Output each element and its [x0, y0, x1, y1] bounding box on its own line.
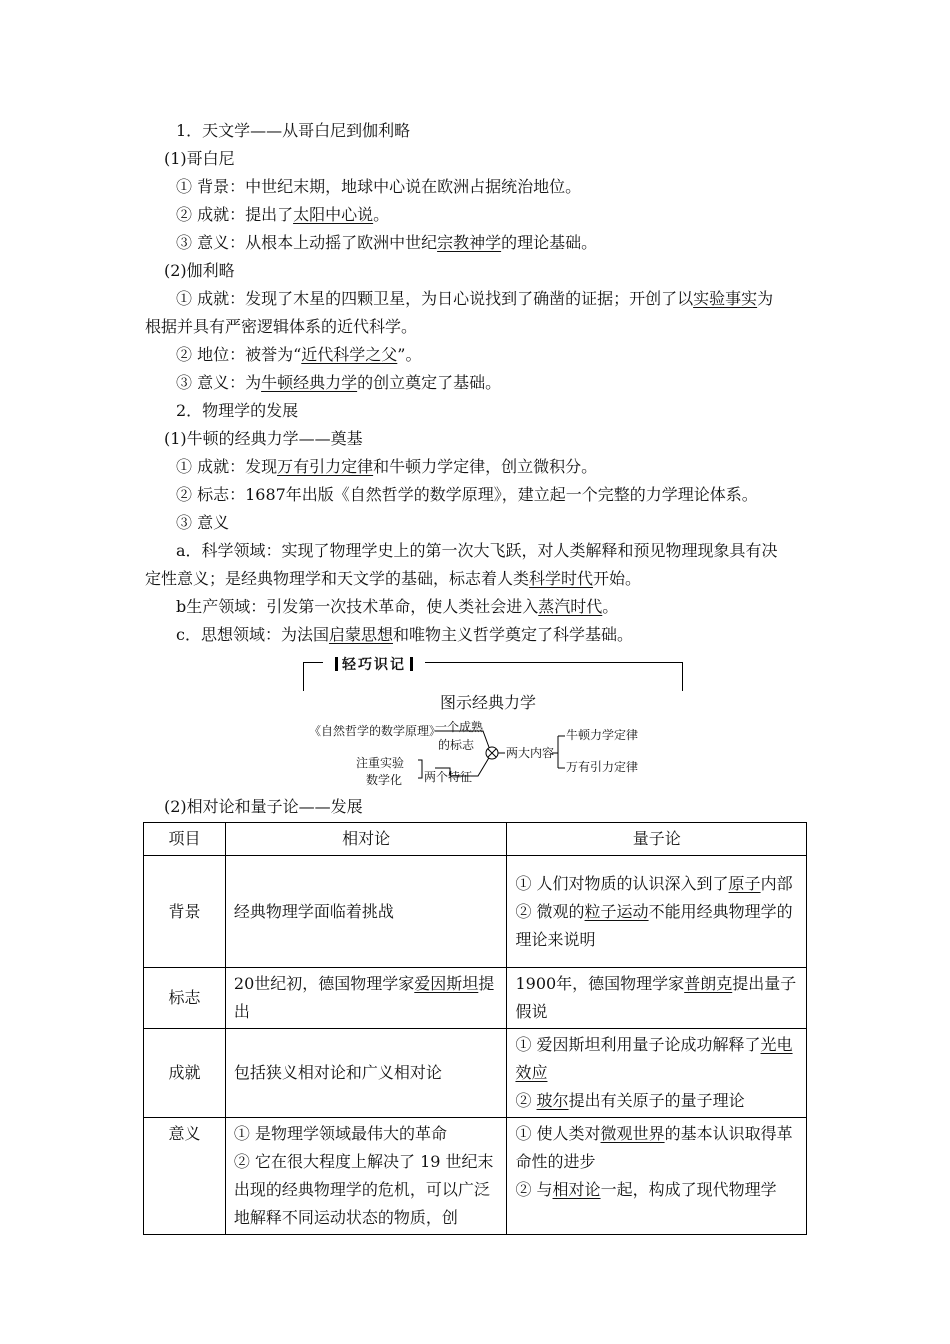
diagram-law-gravity: 万有引力定律 — [566, 760, 639, 774]
quantum-cell: 1900年，德国物理学家普朗克提出量子假说 — [507, 968, 807, 1029]
subheading-galileo: (2)伽利略 — [164, 261, 235, 280]
diagram-title: 图示经典力学 — [440, 693, 537, 712]
underlined-answer: 相对论 — [552, 1180, 601, 1199]
header-quantum: 量子论 — [507, 823, 807, 856]
galileo-status: ② 地位：被誉为“近代科学之父”。 — [176, 345, 422, 364]
subheading-relativity-quantum: (2)相对论和量子论——发展 — [164, 797, 363, 816]
underlined-answer: 宗教神学 — [437, 233, 502, 252]
underlined-answer: 近代科学之父 — [301, 345, 398, 364]
quantum-cell: ① 人们对物质的认识深入到了原子内部 ② 微观的粒子运动不能用经典物理学的理论来说明 — [507, 856, 807, 968]
row-label: 背景 — [144, 856, 226, 968]
diagram-feature-2: 数学化 — [366, 773, 403, 787]
quantum-cell: ① 爱因斯坦利用量子论成功解释了光电效应 ② 玻尔提出有关原子的量子理论 — [507, 1029, 807, 1118]
newton-science-field: a．科学领域：实现了物理学史上的第一次大飞跃，对人类解释和预见物理现象具有决 — [176, 541, 778, 560]
table-row — [144, 1029, 807, 1118]
diagram-book: 《自然哲学的数学原理》 — [309, 724, 442, 738]
diagram-features: 两个特征 — [424, 770, 473, 784]
underlined-answer: 实验事实 — [693, 289, 758, 308]
copernicus-significance: ③ 意义：从根本上动摇了欧洲中世纪宗教神学的理论基础。 — [176, 233, 598, 252]
copernicus-achievement: ② 成就：提出了太阳中心说。 — [176, 205, 390, 224]
relativity-cell: 经典物理学面临着挑战 — [225, 856, 507, 968]
newton-significance-heading: ③ 意义 — [176, 513, 230, 532]
row-label: 标志 — [144, 968, 226, 1029]
memory-callout — [303, 656, 683, 686]
galileo-achievement: ① 成就：发现了木星的四颗卫星，为日心说找到了确凿的证据；开创了以实验事实为 — [176, 289, 774, 308]
diagram-mark-line1: 一个成熟 — [435, 720, 484, 734]
underlined-answer: 普朗克 — [684, 974, 733, 993]
underlined-answer: 原子 — [728, 873, 761, 893]
table-row — [144, 1118, 807, 1235]
galileo-achievement-continued: 根据并具有严密逻辑体系的近代科学。 — [145, 317, 418, 336]
underlined-answer: 爱因斯坦 — [414, 974, 479, 993]
diagram-feature-1: 注重实验 — [356, 756, 405, 770]
table-header-row — [144, 823, 807, 856]
row-label: 意义 — [144, 1118, 226, 1235]
relativity-cell: 包括狭义相对论和广义相对论 — [225, 1029, 507, 1118]
underlined-answer: 启蒙思想 — [328, 625, 393, 644]
underlined-answer: 蒸汽时代 — [538, 597, 603, 616]
newton-thought-field: c．思想领域：为法国启蒙思想和唯物主义哲学奠定了科学基础。 — [176, 625, 633, 644]
classical-mechanics-diagram — [300, 716, 650, 788]
table-row — [144, 968, 807, 1029]
subheading-copernicus: (1)哥白尼 — [164, 149, 235, 168]
quantum-cell: ① 使人类对微观世界的基本认识取得革命性的进步 ② 与相对论一起，构成了现代物理学 — [507, 1118, 807, 1235]
callout-tag: 轻巧识记 — [323, 654, 425, 674]
diagram-mark-line2: 的标志 — [438, 738, 475, 752]
underlined-answer: 太阳中心说 — [293, 205, 374, 224]
underlined-answer: 科学时代 — [529, 569, 594, 588]
underlined-answer: 光电效应 — [515, 1035, 793, 1082]
underlined-answer: 微观世界 — [600, 1124, 665, 1143]
diagram-content: 两大内容 — [506, 746, 555, 760]
galileo-significance: ③ 意义：为牛顿经典力学的创立奠定了基础。 — [176, 373, 502, 392]
section-heading-astronomy: 1．天文学——从哥白尼到伽利略 — [176, 121, 411, 140]
newton-achievement: ① 成就：发现万有引力定律和牛顿力学定律，创立微积分。 — [176, 457, 598, 476]
row-label: 成就 — [144, 1029, 226, 1118]
newton-mark: ② 标志：1687年出版《自然哲学的数学原理》，建立起一个完整的力学理论体系。 — [176, 485, 758, 504]
header-item: 项目 — [144, 823, 226, 856]
header-relativity: 相对论 — [225, 823, 507, 856]
section-heading-physics: 2．物理学的发展 — [176, 401, 299, 420]
underlined-answer: 粒子运动 — [584, 901, 649, 921]
diagram-law-newton: 牛顿力学定律 — [566, 728, 639, 742]
subheading-newton: (1)牛顿的经典力学——奠基 — [164, 429, 363, 448]
underlined-answer: 万有引力定律 — [277, 457, 374, 476]
copernicus-background: ① 背景：中世纪末期，地球中心说在欧洲占据统治地位。 — [176, 177, 582, 196]
newton-production-field: b生产领域：引发第一次技术革命，使人类社会进入蒸汽时代。 — [176, 597, 619, 616]
comparison-table — [143, 822, 807, 1235]
relativity-cell: ① 是物理学领域最伟大的革命 ② 它在很大程度上解决了 19 世纪末出现的经典物理学的危机，可以广泛地解释不同运动状态的物质，创 — [225, 1118, 507, 1235]
underlined-answer: 牛顿经典力学 — [261, 373, 358, 392]
underlined-answer: 玻尔 — [536, 1091, 569, 1110]
relativity-cell: 20世纪初，德国物理学家爱因斯坦提出 — [225, 968, 507, 1029]
table-row — [144, 856, 807, 968]
newton-science-field-continued: 定性意义；是经典物理学和天文学的基础，标志着人类科学时代开始。 — [145, 569, 642, 588]
